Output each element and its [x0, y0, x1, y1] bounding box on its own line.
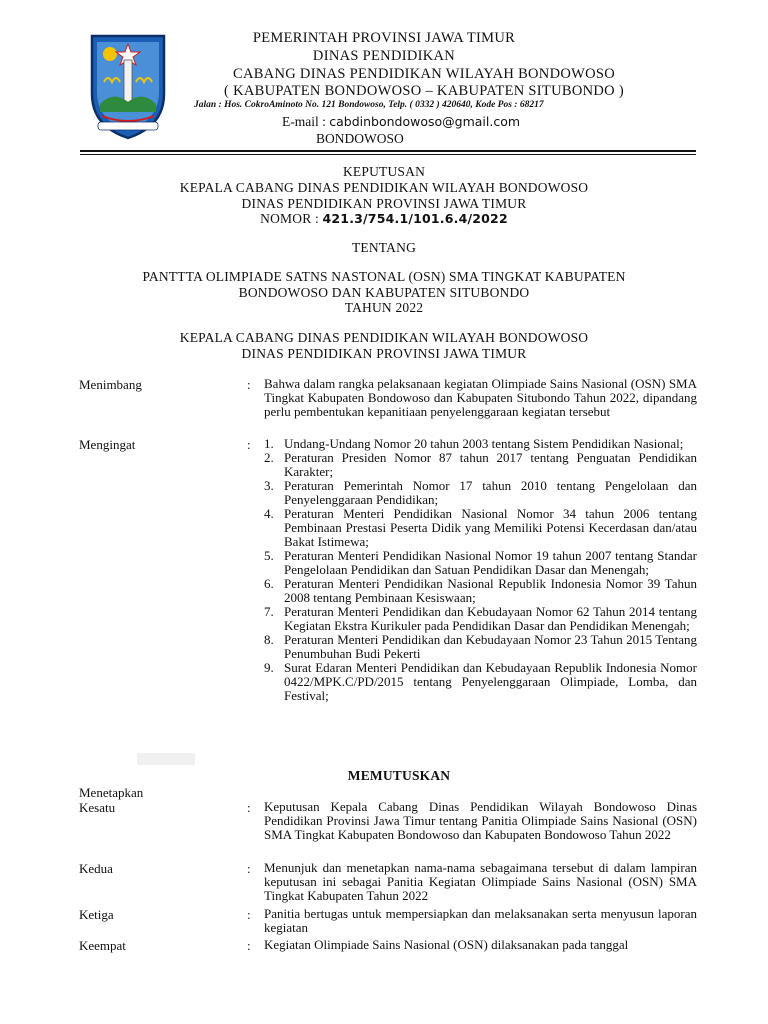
- decree-authority-1: KEPALA CABANG DINAS PENDIDIKAN WILAYAH BONDOWOSO: [179, 330, 589, 345]
- kesatu-colon: :: [247, 800, 251, 815]
- letterhead-city: BONDOWOSO: [316, 131, 404, 146]
- list-item: [264, 605, 697, 633]
- list-item: [264, 507, 697, 549]
- mengingat-colon: :: [247, 437, 251, 452]
- list-item-number: 7.: [264, 604, 274, 619]
- letterhead-regencies: ( KABUPATEN BONDOWOSO – KABUPATEN SITUBONDO ): [224, 83, 624, 99]
- decree-issuer-2: DINAS PENDIDIKAN PROVINSI JAWA TIMUR: [241, 196, 527, 211]
- list-item-number: 9.: [264, 660, 274, 675]
- list-item-text: Peraturan Pemerintah Nomor 17 tahun 2010 tentang Pengelolaan dan Penyelenggaraan Pendidikan;: [284, 478, 697, 507]
- decree-title: KEPUTUSAN: [342, 164, 426, 179]
- keempat-text: Kegiatan Olimpiade Sains Nasional (OSN) dilaksanakan pada tanggal: [264, 937, 629, 952]
- list-item-text: Peraturan Menteri Pendidikan Nasional Nomor 34 tahun 2006 tentang Pembinaan Prestasi Peserta Didik yang Memiliki Potensi Kecerdasan dan/atau Bakat Istimewa;: [284, 506, 697, 549]
- list-item-text: Peraturan Menteri Pendidikan Nasional Nomor 19 tahun 2007 tentang Standar Pengelolaan Pendidikan dan Satuan Pendidikan Dasar dan Menengah;: [284, 548, 697, 577]
- letterhead-email: [282, 114, 520, 130]
- list-item: [264, 661, 697, 703]
- header-divider-thin: [80, 154, 696, 155]
- ketiga-text: Panitia bertugas untuk mempersiapkan dan melaksanakan serta menyusun laporan kegiatan: [264, 906, 697, 935]
- list-item-number: 1.: [264, 436, 274, 451]
- menetapkan-label: Menetapkan: [79, 785, 144, 800]
- list-item-text: Peraturan Menteri Pendidikan dan Kebudayaan Nomor 23 Tahun 2015 Tentang Penumbuhan Budi Pekerti: [284, 632, 697, 661]
- email-value: cabdinbondowoso@gmail.com: [329, 114, 521, 129]
- list-item-text: Peraturan Menteri Pendidikan Nasional Republik Indonesia Nomor 39 Tahun 2008 tentang Pembinaan Kesiswaan;: [284, 576, 697, 605]
- keempat-label: Keempat: [79, 938, 126, 953]
- decree-number-value: 421.3/754.1/101.6.4/2022: [322, 211, 508, 226]
- mengingat-list: [264, 437, 697, 703]
- decree-subject-1: PANTTTA OLIMPIADE SATNS NASTONAL (OSN) SMA TINGKAT KABUPATEN: [142, 269, 626, 284]
- decree-number: [0, 211, 768, 227]
- list-item: [264, 479, 697, 507]
- list-item-text: Peraturan Presiden Nomor 87 tahun 2017 tentang Penguatan Pendidikan Karakter;: [284, 450, 697, 479]
- keempat-colon: :: [247, 938, 251, 953]
- kesatu-label: Kesatu: [79, 800, 116, 815]
- decree-subject-2: BONDOWOSO DAN KABUPATEN SITUBONDO: [238, 285, 530, 300]
- list-item: [264, 549, 697, 577]
- email-label: E-mail :: [282, 114, 330, 129]
- list-item: [264, 451, 697, 479]
- decree-about: TENTANG: [351, 240, 417, 255]
- list-item-text: Surat Edaran Menteri Pendidikan dan Kebudayaan Republik Indonesia Nomor 0422/MPK.C/PD/2015 tentang Penyelenggaraan Olimpiade, Lomba, dan Festival;: [284, 660, 697, 703]
- mengingat-label: Mengingat: [79, 437, 136, 452]
- list-item-number: 3.: [264, 478, 274, 493]
- ketiga-colon: :: [247, 907, 251, 922]
- menimbang-text: Bahwa dalam rangka pelaksanaan kegiatan Olimpiade Sains Nasional (OSN) SMA Tingkat Kabupaten Bondowoso dan Kabupaten Situbondo Tahun 2022, dipandang perlu pembentukan kepanitiaan penyelenggaraan kegiatan tersebut: [264, 376, 697, 419]
- list-item: [264, 633, 697, 661]
- letterhead-branch: CABANG DINAS PENDIDIKAN WILAYAH BONDOWOSO: [232, 66, 616, 82]
- kedua-colon: :: [247, 861, 251, 876]
- list-item-text: Peraturan Menteri Pendidikan dan Kebudayaan Nomor 62 Tahun 2014 tentang Kegiatan Ekstra Kurikuler pada Pendidikan Dasar dan Pendidikan Menengah;: [284, 604, 697, 633]
- menimbang-label: Menimbang: [79, 377, 142, 392]
- menimbang-colon: :: [247, 377, 251, 392]
- list-item: [264, 577, 697, 605]
- list-item-number: 6.: [264, 576, 274, 591]
- letterhead-government: PEMERINTAH PROVINSI JAWA TIMUR: [252, 30, 516, 46]
- decree-authority-2: DINAS PENDIDIKAN PROVINSI JAWA TIMUR: [241, 346, 527, 361]
- list-item-number: 4.: [264, 506, 274, 521]
- decree-issuer-1: KEPALA CABANG DINAS PENDIDIKAN WILAYAH BONDOWOSO: [179, 180, 589, 195]
- kedua-text: Menunjuk dan menetapkan nama-nama sebagaimana tersebut di dalam lampiran keputusan ini sebagai Panitia Kegiatan Olimpiade Sains Nasional (OSN) SMA Tingkat Kabupaten Tahun 2022: [264, 860, 697, 903]
- faint-watermark-mark: [137, 753, 195, 765]
- ketiga-label: Ketiga: [79, 907, 114, 922]
- kesatu-text: Keputusan Kepala Cabang Dinas Pendidikan Wilayah Bondowoso Dinas Pendidikan Provinsi Jawa Timur tentang Panitia Olimpiade Sains Nasional (OSN) SMA Tingkat Kabupaten Bondowoso dan Kabupaten Bondowoso Tahun 2022: [264, 799, 697, 842]
- list-item-number: 8.: [264, 632, 274, 647]
- list-item-text: Undang-Undang Nomor 20 tahun 2003 tentang Sistem Pendidikan Nasional;: [284, 436, 684, 451]
- list-item: [264, 437, 697, 451]
- list-item-number: 5.: [264, 548, 274, 563]
- letterhead-agency: DINAS PENDIDIKAN: [312, 48, 456, 64]
- kedua-label: Kedua: [79, 861, 113, 876]
- list-item-number: 2.: [264, 450, 274, 465]
- decree-subject-3: TAHUN 2022: [344, 300, 424, 315]
- header-divider-thick: [80, 150, 696, 152]
- letterhead-address: Jalan : Hos. CokroAminoto No. 121 Bondowoso, Telp. ( 0332 ) 420640, Kode Pos : 68217: [194, 100, 544, 110]
- memutuskan-heading: MEMUTUSKAN: [347, 768, 451, 783]
- decree-number-label: NOMOR :: [260, 211, 323, 226]
